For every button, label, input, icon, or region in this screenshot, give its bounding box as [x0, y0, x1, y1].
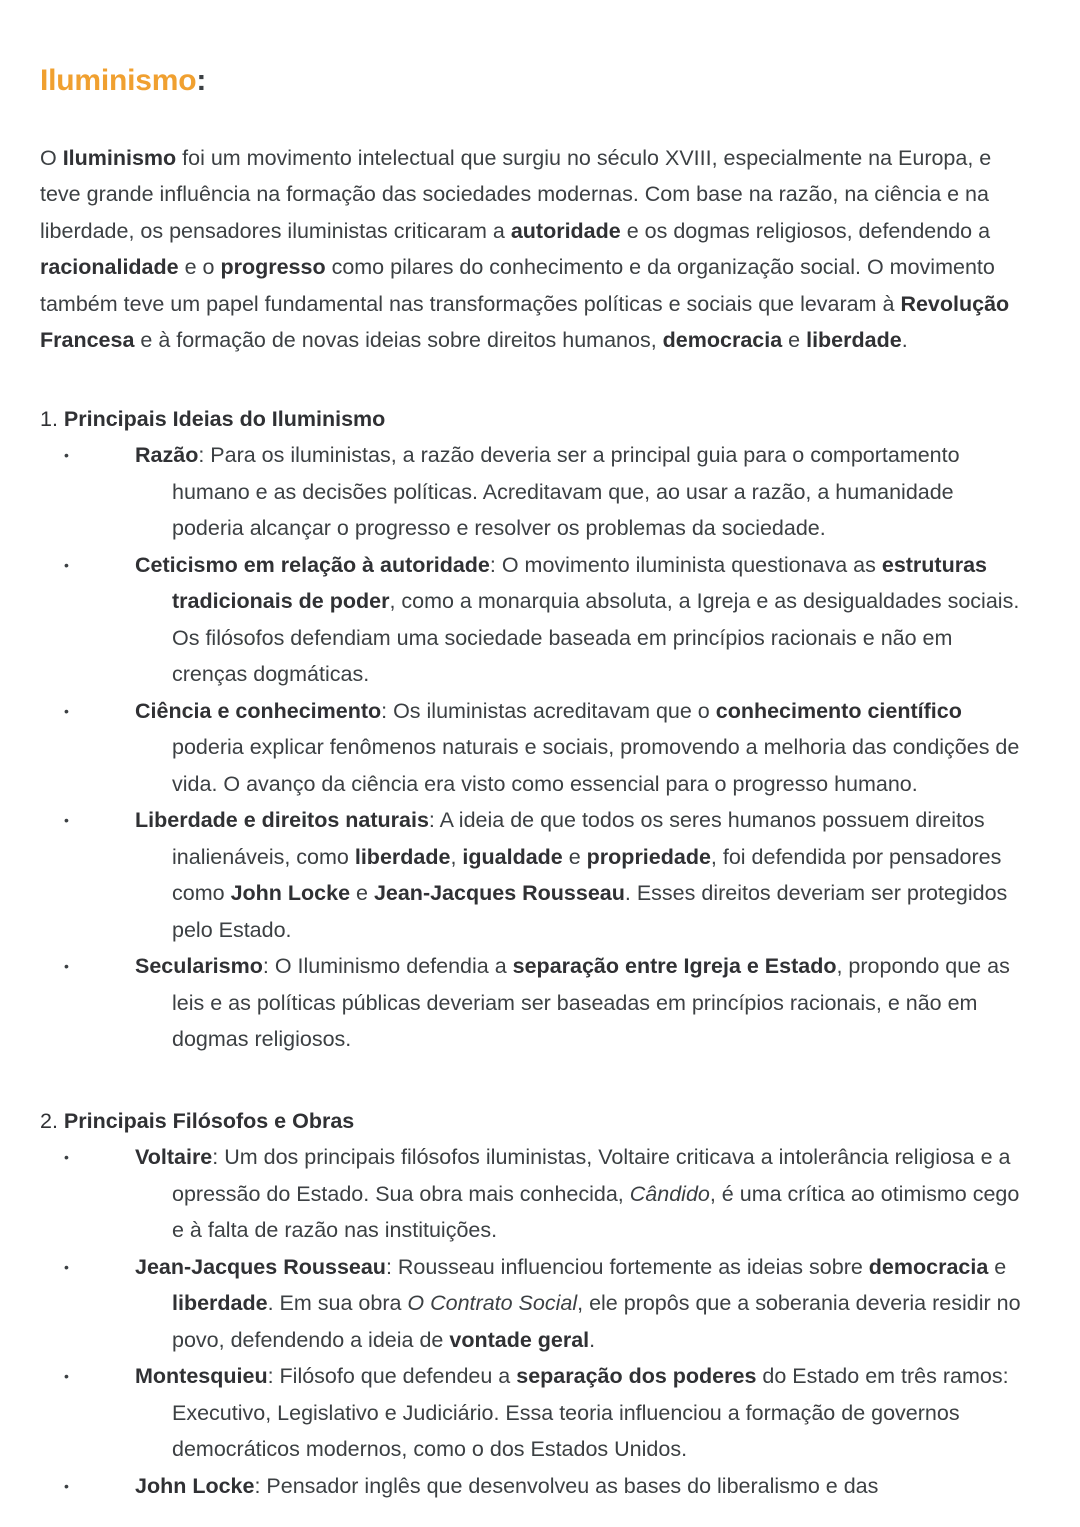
bullet-marker-icon: •: [64, 556, 69, 573]
page-title-colon: :: [196, 64, 207, 97]
bullet-text: : Para os iluministas, a razão deveria ser a principal guia para o comportamento humano e as decisões políticas. Acreditavam que, ao usar a razão, a humanidade poderia alcançar o progresso e resolver os problemas da sociedade.: [172, 443, 960, 540]
bullet-term: Jean-Jacques Rousseau: [135, 1254, 386, 1279]
bullet-item: [40, 948, 1030, 1058]
section-2-number: 2.: [40, 1108, 64, 1133]
section-1-heading: [40, 359, 1030, 438]
bullet-term: Razão: [135, 443, 199, 467]
page-title: [40, 0, 1030, 100]
section-1-title: Principais Ideias do Iluminismo: [63, 406, 386, 431]
bullet-marker-icon: •: [64, 1149, 69, 1165]
page-title-word: Iluminismo: [40, 64, 197, 97]
section-1: [40, 359, 1030, 1058]
intro-paragraph: O Iluminismo foi um movimento intelectual que surgiu no século XVIII, especialmente na Europa, e teve grande influência na formação das sociedades modernas. Com base na razão, na ciência e na liberdade, os pensadores iluministas criticaram a autoridade e os dogmas religiosos, defendendo a racionalidade e o progresso como pilares do conhecimento e da organização social. O movimento também teve um papel fundamental nas transformações políticas e sociais que levaram à Revolução Francesa e à formação de novas ideias sobre direitos humanos, democracia e liberdade.: [40, 145, 1010, 352]
bullet-text: : O Iluminismo defendia a separação entre Igreja e Estado, propondo que as leis e as políticas públicas deveriam ser baseadas em princípios racionais, e não em dogmas religiosos.: [172, 954, 1010, 1051]
bullet-marker-icon: •: [64, 447, 69, 463]
bullet-text: : Rousseau influenciou fortemente as ideias sobre democracia e liberdade. Em sua obra O Contrato Social, ele propôs que a soberania deveria residir no povo, defendendo a ideia de vontade geral.: [172, 1254, 1021, 1352]
bullet-marker-icon: •: [64, 812, 69, 828]
bullet-term: Montesquieu: [135, 1364, 268, 1388]
bullet-term: Ceticismo em relação à autoridade: [135, 552, 490, 577]
bullet-term: Liberdade e direitos naturais: [135, 808, 429, 832]
section-2: [40, 1058, 1030, 1505]
bullet-marker-icon: •: [64, 1368, 69, 1384]
section-2-bullet-list: [40, 1139, 1030, 1504]
bullet-item: [40, 547, 1030, 693]
section-2-title: Principais Filósofos e Obras: [63, 1108, 355, 1133]
bullet-marker-icon: •: [64, 1477, 69, 1494]
bullet-term: Voltaire: [135, 1145, 213, 1169]
bullet-item: [40, 693, 1030, 803]
bullet-item: [40, 1468, 1030, 1505]
bullet-term: Ciência e conhecimento: [135, 698, 382, 723]
bullet-term: Secularismo: [135, 954, 263, 978]
bullet-text: : A ideia de que todos os seres humanos possuem direitos inalienáveis, como liberdade, igualdade e propriedade, foi defendida por pensadores como John Locke e Jean-Jacques Rousseau. Esses direitos deveriam ser protegidos pelo Estado.: [172, 808, 1008, 942]
bullet-term: John Locke: [135, 1473, 255, 1498]
bullet-text: : Filósofo que defendeu a separação dos poderes do Estado em três ramos: Executivo, Legislativo e Judiciário. Essa teoria influenciou a formação de governos democráticos modernos, como o dos Estados Unidos.: [172, 1364, 1009, 1461]
bullet-marker-icon: •: [64, 958, 69, 974]
bullet-text: : O movimento iluminista questionava as estruturas tradicionais de poder, como a monarquia absoluta, a Igreja e as desigualdades sociais. Os filósofos defendiam uma sociedade baseada em princípios racionais e não em crenças dogmáticas.: [172, 552, 1020, 686]
bullet-item: [40, 1139, 1030, 1249]
bullet-text: : Pensador inglês que desenvolveu as bases do liberalismo e das: [254, 1473, 879, 1498]
bullet-marker-icon: •: [64, 702, 69, 719]
bullet-item: [40, 802, 1030, 948]
bullet-item: [40, 1358, 1030, 1468]
bullet-item: [40, 1249, 1030, 1359]
section-1-number: 1.: [40, 406, 64, 431]
section-1-bullet-list: [40, 437, 1030, 1058]
bullet-item: [40, 437, 1030, 547]
bullet-text: : Um dos principais filósofos iluministas, Voltaire criticava a intolerância religiosa e a opressão do Estado. Sua obra mais conhecida, Cândido, é uma crítica ao otimismo cego e à falta de razão nas instituições.: [172, 1145, 1020, 1242]
bullet-marker-icon: •: [64, 1258, 69, 1275]
section-2-heading: [40, 1058, 1030, 1140]
bullet-text: : Os iluministas acreditavam que o conhecimento científico poderia explicar fenômenos naturais e sociais, promovendo a melhoria das condições de vida. O avanço da ciência era visto como essencial para o progresso humano.: [172, 698, 1020, 796]
